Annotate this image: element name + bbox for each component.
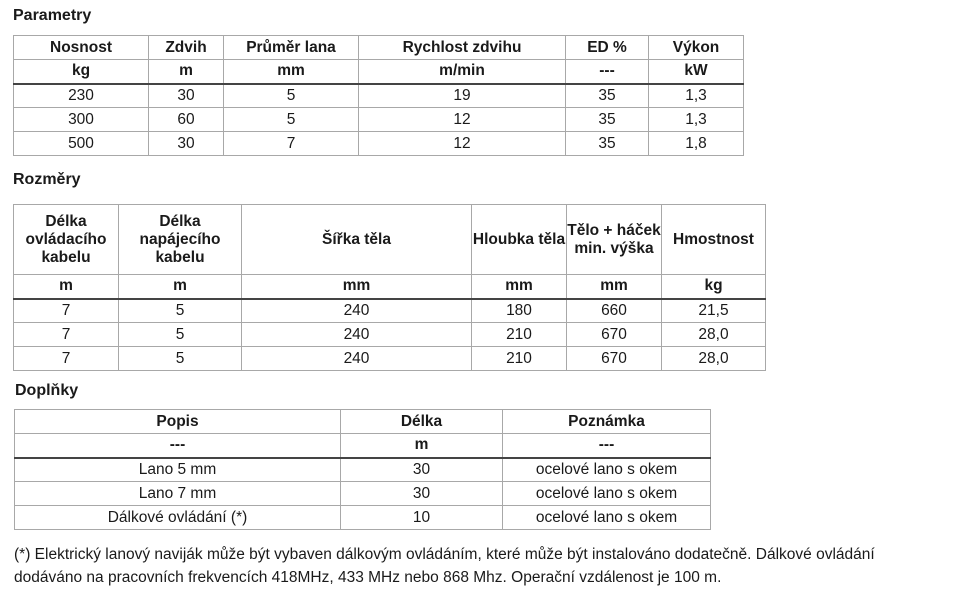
table-header-row bbox=[14, 36, 744, 60]
table-cell: Dálkové ovládání (*) bbox=[15, 506, 341, 530]
header-cell: Průměr lana bbox=[224, 36, 359, 60]
unit-cell: m bbox=[341, 434, 503, 458]
table-row bbox=[15, 506, 711, 530]
table-cell: 30 bbox=[341, 458, 503, 482]
table-cell: Lano 5 mm bbox=[15, 458, 341, 482]
unit-cell: --- bbox=[503, 434, 711, 458]
table-row bbox=[14, 84, 744, 108]
header-cell: Rychlost zdvihu bbox=[359, 36, 566, 60]
table-cell: Lano 7 mm bbox=[15, 482, 341, 506]
table-cell: 240 bbox=[242, 347, 472, 371]
table-cell: 210 bbox=[472, 323, 567, 347]
table-units-row bbox=[15, 434, 711, 458]
table-row bbox=[14, 132, 744, 156]
table-cell: ocelové lano s okem bbox=[503, 506, 711, 530]
table-row bbox=[14, 323, 766, 347]
section-title-doplnky: Doplňky bbox=[15, 382, 79, 399]
header-cell: Tělo + háček min. výška bbox=[567, 205, 662, 275]
header-cell: Nosnost bbox=[14, 36, 149, 60]
table-cell: 60 bbox=[149, 108, 224, 132]
table-header-row bbox=[15, 410, 711, 434]
parametry-table bbox=[13, 35, 744, 156]
header-cell: Poznámka bbox=[503, 410, 711, 434]
unit-cell: m bbox=[119, 275, 242, 299]
header-cell: Výkon bbox=[649, 36, 744, 60]
table-cell: 12 bbox=[359, 132, 566, 156]
table-cell: 5 bbox=[119, 347, 242, 371]
unit-cell: kg bbox=[662, 275, 766, 299]
header-cell: Délka bbox=[341, 410, 503, 434]
table-cell: 670 bbox=[567, 347, 662, 371]
header-cell: Délka napájecího kabelu bbox=[119, 205, 242, 275]
table-cell: 1,3 bbox=[649, 84, 744, 108]
unit-cell: --- bbox=[15, 434, 341, 458]
header-cell: Hloubka těla bbox=[472, 205, 567, 275]
table-cell: 5 bbox=[224, 108, 359, 132]
unit-cell: m bbox=[14, 275, 119, 299]
header-cell: Zdvih bbox=[149, 36, 224, 60]
unit-cell: m bbox=[149, 60, 224, 84]
table-row bbox=[15, 482, 711, 506]
header-cell: Délka ovládacího kabelu bbox=[14, 205, 119, 275]
table-cell: 21,5 bbox=[662, 299, 766, 323]
table-cell: 7 bbox=[224, 132, 359, 156]
table-cell: 35 bbox=[566, 108, 649, 132]
table-cell: 5 bbox=[224, 84, 359, 108]
table-cell: 12 bbox=[359, 108, 566, 132]
table-cell: 660 bbox=[567, 299, 662, 323]
footnote: (*) Elektrický lanový naviják může být vybaven dálkovým ovládáním, které může být instalováno dodatečně. Dálkové ovládání dodáváno na pracovních frekvencích 418MHz, 433 MHz nebo 868 Mhz. Operační vzdálenost je 100 m. bbox=[14, 546, 875, 586]
table-cell: 30 bbox=[149, 84, 224, 108]
table-cell: 7 bbox=[14, 347, 119, 371]
unit-cell: mm bbox=[224, 60, 359, 84]
table-cell: 670 bbox=[567, 323, 662, 347]
table-cell: 19 bbox=[359, 84, 566, 108]
table-cell: 1,3 bbox=[649, 108, 744, 132]
unit-cell: m/min bbox=[359, 60, 566, 84]
section-title-rozmery: Rozměry bbox=[13, 171, 81, 188]
table-cell: ocelové lano s okem bbox=[503, 458, 711, 482]
table-cell: 10 bbox=[341, 506, 503, 530]
table-cell: 28,0 bbox=[662, 347, 766, 371]
table-cell: 30 bbox=[149, 132, 224, 156]
table-row bbox=[15, 458, 711, 482]
doplnky-table bbox=[14, 409, 711, 530]
header-cell: Hmostnost bbox=[662, 205, 766, 275]
table-cell: 7 bbox=[14, 299, 119, 323]
table-row bbox=[14, 108, 744, 132]
unit-cell: --- bbox=[566, 60, 649, 84]
unit-cell: kg bbox=[14, 60, 149, 84]
table-cell: 35 bbox=[566, 84, 649, 108]
unit-cell: mm bbox=[567, 275, 662, 299]
table-cell: 30 bbox=[341, 482, 503, 506]
table-cell: 5 bbox=[119, 323, 242, 347]
table-cell: 230 bbox=[14, 84, 149, 108]
table-cell: 1,8 bbox=[649, 132, 744, 156]
table-units-row bbox=[14, 275, 766, 299]
table-units-row bbox=[14, 60, 744, 84]
table-cell: 210 bbox=[472, 347, 567, 371]
header-cell: ED % bbox=[566, 36, 649, 60]
table-cell: 240 bbox=[242, 323, 472, 347]
header-cell: Popis bbox=[15, 410, 341, 434]
table-cell: 35 bbox=[566, 132, 649, 156]
table-row bbox=[14, 299, 766, 323]
table-cell: 180 bbox=[472, 299, 567, 323]
unit-cell: mm bbox=[242, 275, 472, 299]
unit-cell: mm bbox=[472, 275, 567, 299]
table-cell: 240 bbox=[242, 299, 472, 323]
table-cell: 28,0 bbox=[662, 323, 766, 347]
unit-cell: kW bbox=[649, 60, 744, 84]
table-cell: 5 bbox=[119, 299, 242, 323]
rozmery-table bbox=[13, 204, 766, 371]
table-cell: 7 bbox=[14, 323, 119, 347]
table-cell: 300 bbox=[14, 108, 149, 132]
section-title-parametry: Parametry bbox=[13, 7, 92, 24]
table-cell: 500 bbox=[14, 132, 149, 156]
table-header-row bbox=[14, 205, 766, 275]
table-row bbox=[14, 347, 766, 371]
header-cell: Šířka těla bbox=[242, 205, 472, 275]
table-cell: ocelové lano s okem bbox=[503, 482, 711, 506]
